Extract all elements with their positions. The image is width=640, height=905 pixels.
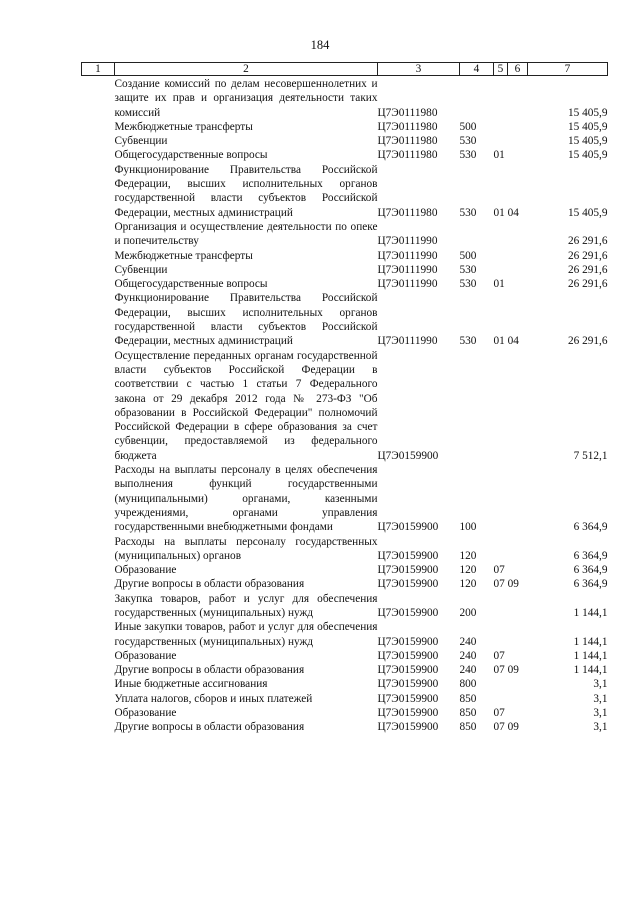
row-spacer-cell: [82, 349, 115, 463]
row-name-cell: Субвенции: [114, 263, 168, 276]
table-row: [82, 620, 608, 649]
row-amount-cell: 15 405,9: [567, 206, 608, 219]
row-amount-cell: 26 291,6: [567, 278, 608, 291]
row-name-cell: Иные бюджетные ассигнования: [114, 678, 268, 691]
row-section-cell: [494, 677, 528, 691]
row-spacer-cell: [82, 535, 115, 564]
row-amount-cell: 3,1: [593, 692, 608, 705]
row-code-cell: Ц7Э0111990: [377, 263, 438, 276]
row-expense-type-cell: 500: [459, 249, 477, 262]
row-amount-cell: 6 364,9: [573, 564, 608, 577]
row-expense-type-cell: 530: [459, 149, 477, 162]
row-expense-type-cell: 120: [459, 578, 477, 591]
row-expense-type-cell: 530: [459, 206, 477, 219]
row-section-cell: 01 04: [493, 335, 519, 348]
row-expense-type-cell: [460, 220, 494, 249]
row-section-cell: 07 09: [493, 578, 519, 591]
table-row: [82, 263, 608, 277]
row-expense-type-cell: 240: [459, 649, 477, 662]
table-row: [82, 120, 608, 134]
table-row: [82, 663, 608, 677]
table-row: [82, 677, 608, 691]
row-expense-type-cell: [460, 76, 494, 120]
column-header-4: 4: [460, 63, 494, 76]
table-row: [82, 291, 608, 348]
row-code-cell: Ц7Э0159900: [377, 521, 439, 534]
row-name-cell: Организация и осуществление деятельности по опеке и попечительству: [114, 220, 378, 248]
row-name-cell: Образование: [114, 564, 177, 577]
row-expense-type-cell: 240: [459, 664, 477, 677]
row-code-cell: Ц7Э0111990: [377, 335, 438, 348]
row-name-cell: Образование: [114, 649, 177, 662]
row-amount-cell: 6 364,9: [573, 578, 608, 591]
row-expense-type-cell: 530: [459, 278, 477, 291]
row-spacer-cell: [82, 677, 115, 691]
row-code-cell: Ц7Э0159900: [377, 649, 439, 662]
row-name-cell: Закупка товаров, работ и услуг для обеспечения государственных (муниципальных) нужд: [114, 592, 378, 619]
row-spacer-cell: [82, 720, 115, 734]
row-section-cell: [494, 620, 528, 649]
row-expense-type-cell: 240: [459, 635, 477, 648]
row-amount-cell: 3,1: [593, 707, 608, 720]
row-section-cell: [494, 76, 528, 120]
row-section-cell: 07 09: [493, 721, 519, 734]
row-spacer-cell: [82, 148, 115, 162]
row-spacer-cell: [82, 163, 115, 220]
row-name-cell: Субвенции: [114, 135, 168, 148]
row-code-cell: Ц7Э0111990: [377, 249, 438, 262]
page-number: 184: [310, 38, 330, 52]
row-section-cell: 01: [493, 278, 505, 291]
table-row: [82, 649, 608, 663]
row-spacer-cell: [82, 134, 115, 148]
row-name-cell: Образование: [114, 707, 177, 720]
row-expense-type-cell: 120: [459, 549, 477, 562]
row-name-cell: Общегосударственные вопросы: [114, 278, 268, 291]
row-code-cell: Ц7Э0159900: [377, 564, 439, 577]
row-code-cell: Ц7Э0111990: [377, 235, 438, 248]
row-section-cell: [494, 349, 528, 463]
row-section-cell: [494, 263, 528, 277]
row-code-cell: Ц7Э0159900: [377, 692, 439, 705]
row-spacer-cell: [82, 249, 115, 263]
row-expense-type-cell: 500: [459, 120, 477, 133]
row-section-cell: 07: [493, 564, 505, 577]
row-spacer-cell: [82, 277, 115, 291]
row-code-cell: Ц7Э0159900: [377, 664, 439, 677]
row-spacer-cell: [82, 76, 115, 120]
row-section-cell: [494, 535, 528, 564]
row-spacer-cell: [82, 563, 115, 577]
row-amount-cell: 3,1: [593, 678, 608, 691]
table-row: [82, 220, 608, 249]
row-spacer-cell: [82, 120, 115, 134]
row-code-cell: Ц7Э0159900: [377, 635, 439, 648]
row-expense-type-cell: 100: [459, 521, 477, 534]
row-name-cell: Другие вопросы в области образования: [114, 578, 305, 591]
table-row: [82, 148, 608, 162]
row-name-cell: Расходы на выплаты персоналу в целях обеспечения выполнения функций государственными (муниципальными) органами, казенными учреждениями, органами управления государственными внебюджетными фондами: [114, 464, 378, 534]
row-section-cell: 07: [493, 707, 505, 720]
table-row: [82, 720, 608, 734]
row-code-cell: Ц7Э0159900: [377, 678, 439, 691]
column-header-7: 7: [528, 63, 608, 76]
row-expense-type-cell: 530: [459, 335, 477, 348]
row-section-cell: [494, 220, 528, 249]
table-row: [82, 76, 608, 120]
row-expense-type-cell: 530: [459, 263, 477, 276]
row-expense-type-cell: [460, 349, 494, 463]
table-row: [82, 577, 608, 591]
row-section-cell: [494, 134, 528, 148]
row-spacer-cell: [82, 220, 115, 249]
column-header-5: 5: [494, 63, 508, 76]
row-code-cell: Ц7Э0159900: [377, 606, 439, 619]
row-section-cell: 07 09: [493, 664, 519, 677]
row-name-cell: Иные закупки товаров, работ и услуг для обеспечения государственных (муниципальных) нужд: [114, 621, 378, 648]
table-row: [82, 249, 608, 263]
row-name-cell: Общегосударственные вопросы: [114, 149, 268, 162]
row-code-cell: Ц7Э0111980: [377, 206, 438, 219]
row-spacer-cell: [82, 692, 115, 706]
row-name-cell: Функционирование Правительства Российской Федерации, высших исполнительных органов государственной власти субъектов Российской Федерации, местных администраций: [114, 163, 378, 219]
row-code-cell: Ц7Э0159900: [377, 707, 439, 720]
row-section-cell: [494, 249, 528, 263]
column-header-1: 1: [82, 63, 115, 76]
table-row: [82, 134, 608, 148]
row-code-cell: Ц7Э0111980: [377, 106, 438, 119]
row-amount-cell: 15 405,9: [567, 149, 608, 162]
table-row: [82, 163, 608, 220]
row-code-cell: Ц7Э0159900: [377, 449, 439, 462]
row-section-cell: 07: [493, 649, 505, 662]
row-expense-type-cell: 850: [459, 692, 477, 705]
row-expense-type-cell: 530: [459, 135, 477, 148]
row-expense-type-cell: 120: [459, 564, 477, 577]
row-expense-type-cell: 850: [459, 707, 477, 720]
row-spacer-cell: [82, 706, 115, 720]
column-header-3: 3: [378, 63, 460, 76]
row-name-cell: Функционирование Правительства Российской Федерации, высших исполнительных органов государственной власти субъектов Российской Федерации, местных администраций: [114, 292, 378, 348]
table-row: [82, 592, 608, 621]
row-name-cell: Создание комиссий по делам несовершеннолетних и защите их прав и организация деятельности таких комиссий: [114, 78, 378, 119]
row-amount-cell: 1 144,1: [573, 635, 608, 648]
row-amount-cell: 1 144,1: [573, 606, 608, 619]
row-name-cell: Межбюджетные трансферты: [114, 249, 253, 262]
row-code-cell: Ц7Э0111980: [377, 120, 438, 133]
row-name-cell: Другие вопросы в области образования: [114, 664, 305, 677]
table-row: [82, 706, 608, 720]
row-name-cell: Расходы на выплаты персоналу государственных (муниципальных) органов: [114, 535, 378, 562]
table-header-row: [82, 63, 608, 76]
row-code-cell: Ц7Э0159900: [377, 578, 439, 591]
row-spacer-cell: [82, 592, 115, 621]
table-row: [82, 463, 608, 534]
column-header-2: 2: [115, 63, 378, 76]
row-section-cell: 01 04: [493, 206, 519, 219]
row-spacer-cell: [82, 577, 115, 591]
row-name-cell: Уплата налогов, сборов и иных платежей: [114, 692, 313, 705]
row-spacer-cell: [82, 291, 115, 348]
row-section-cell: [494, 463, 528, 534]
row-spacer-cell: [82, 263, 115, 277]
row-amount-cell: 1 144,1: [573, 649, 608, 662]
row-name-cell: Осуществление переданных органам государственной власти субъектов Российской Федерации в соответствии с частью 1 статьи 7 Федерального закона от 29 декабря 2012 года № 273-ФЗ "Об образовании в Российской Федерации" полномочий Российской Федерации в сфере образования за счет субвенции, предоставляемой из федерального бюджета: [114, 349, 378, 462]
row-amount-cell: 26 291,6: [567, 235, 608, 248]
row-expense-type-cell: 200: [459, 606, 477, 619]
row-spacer-cell: [82, 649, 115, 663]
row-amount-cell: 15 405,9: [567, 135, 608, 148]
row-expense-type-cell: 800: [459, 678, 477, 691]
budget-table: [81, 62, 608, 735]
row-amount-cell: 15 405,9: [567, 106, 608, 119]
row-amount-cell: 3,1: [593, 721, 608, 734]
table-row: [82, 563, 608, 577]
row-spacer-cell: [82, 663, 115, 677]
row-code-cell: Ц7Э0111990: [377, 278, 438, 291]
row-section-cell: [494, 692, 528, 706]
row-amount-cell: 6 364,9: [573, 549, 608, 562]
row-section-cell: 01: [493, 149, 505, 162]
row-amount-cell: 15 405,9: [567, 120, 608, 133]
table-row: [82, 277, 608, 291]
row-code-cell: Ц7Э0159900: [377, 721, 439, 734]
row-amount-cell: 7 512,1: [573, 449, 608, 462]
table-body: [82, 76, 608, 735]
column-header-6: 6: [508, 63, 528, 76]
row-amount-cell: 26 291,6: [567, 335, 608, 348]
row-spacer-cell: [82, 463, 115, 534]
row-name-cell: Другие вопросы в области образования: [114, 721, 305, 734]
row-section-cell: [494, 120, 528, 134]
table-row: [82, 349, 608, 463]
row-amount-cell: 26 291,6: [567, 249, 608, 262]
row-code-cell: Ц7Э0111980: [377, 135, 438, 148]
row-amount-cell: 6 364,9: [573, 521, 608, 534]
row-code-cell: Ц7Э0159900: [377, 549, 439, 562]
table-row: [82, 692, 608, 706]
row-amount-cell: 1 144,1: [573, 664, 608, 677]
row-spacer-cell: [82, 620, 115, 649]
row-amount-cell: 26 291,6: [567, 263, 608, 276]
table-row: [82, 535, 608, 564]
row-name-cell: Межбюджетные трансферты: [114, 120, 253, 133]
row-expense-type-cell: 850: [459, 721, 477, 734]
row-section-cell: [494, 592, 528, 621]
row-code-cell: Ц7Э0111980: [377, 149, 438, 162]
